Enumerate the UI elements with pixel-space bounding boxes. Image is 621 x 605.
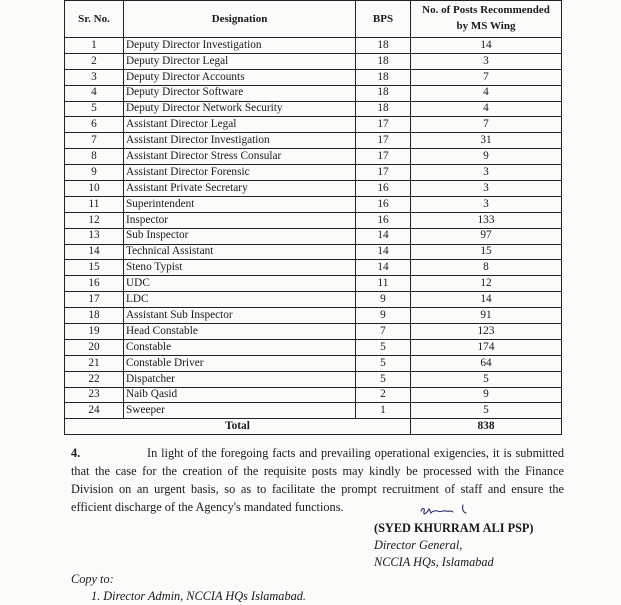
designation-cell: UDC bbox=[124, 276, 356, 292]
table-row bbox=[65, 69, 562, 85]
bps-cell: 17 bbox=[356, 133, 411, 149]
posts-cell: 174 bbox=[411, 339, 562, 355]
posts-cell: 3 bbox=[411, 181, 562, 197]
table-row bbox=[65, 149, 562, 165]
copy-to-label: Copy to: bbox=[71, 572, 114, 586]
bps-cell: 14 bbox=[356, 260, 411, 276]
posts-cell: 3 bbox=[411, 165, 562, 181]
sr-no-cell: 18 bbox=[65, 308, 124, 324]
sr-no-cell: 14 bbox=[65, 244, 124, 260]
designation-cell: Assistant Private Secretary bbox=[124, 181, 356, 197]
header-posts-line2: by MS Wing bbox=[456, 20, 516, 32]
table-header-row bbox=[65, 1, 562, 38]
copy-to-item: 1. Director Admin, NCCIA HQs Islamabad. bbox=[91, 589, 306, 603]
table-row bbox=[65, 117, 562, 133]
designation-cell: Assistant Director Legal bbox=[124, 117, 356, 133]
bps-cell: 17 bbox=[356, 149, 411, 165]
table-row bbox=[65, 228, 562, 244]
designation-cell: Assistant Director Investigation bbox=[124, 133, 356, 149]
sr-no-cell: 9 bbox=[65, 165, 124, 181]
designation-cell: Constable bbox=[124, 339, 356, 355]
table-row bbox=[65, 371, 562, 387]
bps-cell: 16 bbox=[356, 196, 411, 212]
table-row bbox=[65, 196, 562, 212]
total-value: 838 bbox=[411, 419, 562, 435]
table-row bbox=[65, 308, 562, 324]
posts-cell: 7 bbox=[411, 117, 562, 133]
designation-cell: Technical Assistant bbox=[124, 244, 356, 260]
designation-cell: Assistant Sub Inspector bbox=[124, 308, 356, 324]
header-bps: BPS bbox=[356, 1, 411, 38]
signature-block bbox=[374, 520, 534, 571]
designation-cell: Constable Driver bbox=[124, 355, 356, 371]
sr-no-cell: 19 bbox=[65, 324, 124, 340]
bps-cell: 5 bbox=[356, 355, 411, 371]
paragraph-number: 4. bbox=[71, 446, 81, 460]
bps-cell: 5 bbox=[356, 339, 411, 355]
bps-cell: 18 bbox=[356, 53, 411, 69]
posts-table bbox=[64, 0, 562, 435]
posts-cell: 7 bbox=[411, 69, 562, 85]
sr-no-cell: 6 bbox=[65, 117, 124, 133]
posts-cell: 5 bbox=[411, 403, 562, 419]
sr-no-cell: 15 bbox=[65, 260, 124, 276]
total-row bbox=[65, 419, 562, 435]
table-row bbox=[65, 355, 562, 371]
paragraph-text: In light of the foregoing facts and prevailing operational exigencies, it is submitted that the case for the creation of the requisite posts may kindly be processed with the Finance Division on an urgent basis, so as to facilitate the prompt recruitment of staff and ensure the efficient discharge of the Agency's mandated functions. bbox=[71, 446, 564, 514]
table-row bbox=[65, 292, 562, 308]
designation-cell: Steno Typist bbox=[124, 260, 356, 276]
sr-no-cell: 17 bbox=[65, 292, 124, 308]
designation-cell: Dispatcher bbox=[124, 371, 356, 387]
sr-no-cell: 11 bbox=[65, 196, 124, 212]
bps-cell: 18 bbox=[356, 69, 411, 85]
table-body bbox=[65, 38, 562, 419]
table-row bbox=[65, 403, 562, 419]
table-row bbox=[65, 212, 562, 228]
bps-cell: 2 bbox=[356, 387, 411, 403]
designation-cell: LDC bbox=[124, 292, 356, 308]
table-row bbox=[65, 38, 562, 54]
posts-cell: 14 bbox=[411, 38, 562, 54]
designation-cell: Assistant Director Stress Consular bbox=[124, 149, 356, 165]
posts-cell: 5 bbox=[411, 371, 562, 387]
designation-cell: Inspector bbox=[124, 212, 356, 228]
bps-cell: 11 bbox=[356, 276, 411, 292]
sr-no-cell: 21 bbox=[65, 355, 124, 371]
table-row bbox=[65, 53, 562, 69]
sr-no-cell: 10 bbox=[65, 181, 124, 197]
designation-cell: Sub Inspector bbox=[124, 228, 356, 244]
bps-cell: 1 bbox=[356, 403, 411, 419]
posts-cell: 3 bbox=[411, 53, 562, 69]
designation-cell: Sweeper bbox=[124, 403, 356, 419]
posts-cell: 15 bbox=[411, 244, 562, 260]
header-sr-no: Sr. No. bbox=[65, 1, 124, 38]
header-posts-line1: No. of Posts Recommended bbox=[422, 4, 550, 17]
bps-cell: 16 bbox=[356, 212, 411, 228]
sr-no-cell: 1 bbox=[65, 38, 124, 54]
bps-cell: 14 bbox=[356, 244, 411, 260]
handwritten-signature bbox=[419, 499, 479, 521]
sr-no-cell: 12 bbox=[65, 212, 124, 228]
posts-cell: 8 bbox=[411, 260, 562, 276]
posts-cell: 31 bbox=[411, 133, 562, 149]
posts-cell: 9 bbox=[411, 149, 562, 165]
posts-cell: 9 bbox=[411, 387, 562, 403]
table-row bbox=[65, 339, 562, 355]
bps-cell: 17 bbox=[356, 165, 411, 181]
sr-no-cell: 3 bbox=[65, 69, 124, 85]
designation-cell: Naib Qasid bbox=[124, 387, 356, 403]
sr-no-cell: 5 bbox=[65, 101, 124, 117]
sr-no-cell: 13 bbox=[65, 228, 124, 244]
designation-cell: Assistant Director Forensic bbox=[124, 165, 356, 181]
designation-cell: Superintendent bbox=[124, 196, 356, 212]
posts-cell: 97 bbox=[411, 228, 562, 244]
table-row bbox=[65, 165, 562, 181]
posts-cell: 123 bbox=[411, 324, 562, 340]
designation-cell: Deputy Director Investigation bbox=[124, 38, 356, 54]
designation-cell: Deputy Director Accounts bbox=[124, 69, 356, 85]
bps-cell: 7 bbox=[356, 324, 411, 340]
bps-cell: 5 bbox=[356, 371, 411, 387]
total-label: Total bbox=[65, 419, 411, 435]
posts-cell: 14 bbox=[411, 292, 562, 308]
bps-cell: 9 bbox=[356, 308, 411, 324]
posts-cell: 4 bbox=[411, 101, 562, 117]
posts-cell: 3 bbox=[411, 196, 562, 212]
table-row bbox=[65, 244, 562, 260]
sr-no-cell: 24 bbox=[65, 403, 124, 419]
posts-cell: 12 bbox=[411, 276, 562, 292]
sr-no-cell: 16 bbox=[65, 276, 124, 292]
sr-no-cell: 22 bbox=[65, 371, 124, 387]
table-row bbox=[65, 387, 562, 403]
table-row bbox=[65, 85, 562, 101]
posts-cell: 91 bbox=[411, 308, 562, 324]
paragraph-4 bbox=[71, 444, 564, 516]
bps-cell: 9 bbox=[356, 292, 411, 308]
sr-no-cell: 20 bbox=[65, 339, 124, 355]
designation-cell: Deputy Director Network Security bbox=[124, 101, 356, 117]
sr-no-cell: 7 bbox=[65, 133, 124, 149]
table-row bbox=[65, 101, 562, 117]
header-posts-recommended bbox=[411, 1, 562, 38]
designation-cell: Deputy Director Software bbox=[124, 85, 356, 101]
sr-no-cell: 2 bbox=[65, 53, 124, 69]
table-row bbox=[65, 181, 562, 197]
table-row bbox=[65, 260, 562, 276]
posts-cell: 4 bbox=[411, 85, 562, 101]
sr-no-cell: 4 bbox=[65, 85, 124, 101]
bps-cell: 18 bbox=[356, 85, 411, 101]
sr-no-cell: 23 bbox=[65, 387, 124, 403]
designation-cell: Head Constable bbox=[124, 324, 356, 340]
posts-cell: 64 bbox=[411, 355, 562, 371]
table-row bbox=[65, 324, 562, 340]
signatory-name: (SYED KHURRAM ALI PSP) bbox=[374, 521, 534, 535]
header-designation: Designation bbox=[124, 1, 356, 38]
sr-no-cell: 8 bbox=[65, 149, 124, 165]
signatory-designation: Director General, bbox=[374, 538, 463, 552]
bps-cell: 16 bbox=[356, 181, 411, 197]
bps-cell: 18 bbox=[356, 101, 411, 117]
signatory-office: NCCIA HQs, Islamabad bbox=[374, 555, 494, 569]
posts-cell: 133 bbox=[411, 212, 562, 228]
table-row bbox=[65, 133, 562, 149]
designation-cell: Deputy Director Legal bbox=[124, 53, 356, 69]
bps-cell: 17 bbox=[356, 117, 411, 133]
bps-cell: 14 bbox=[356, 228, 411, 244]
bps-cell: 18 bbox=[356, 38, 411, 54]
table-row bbox=[65, 276, 562, 292]
